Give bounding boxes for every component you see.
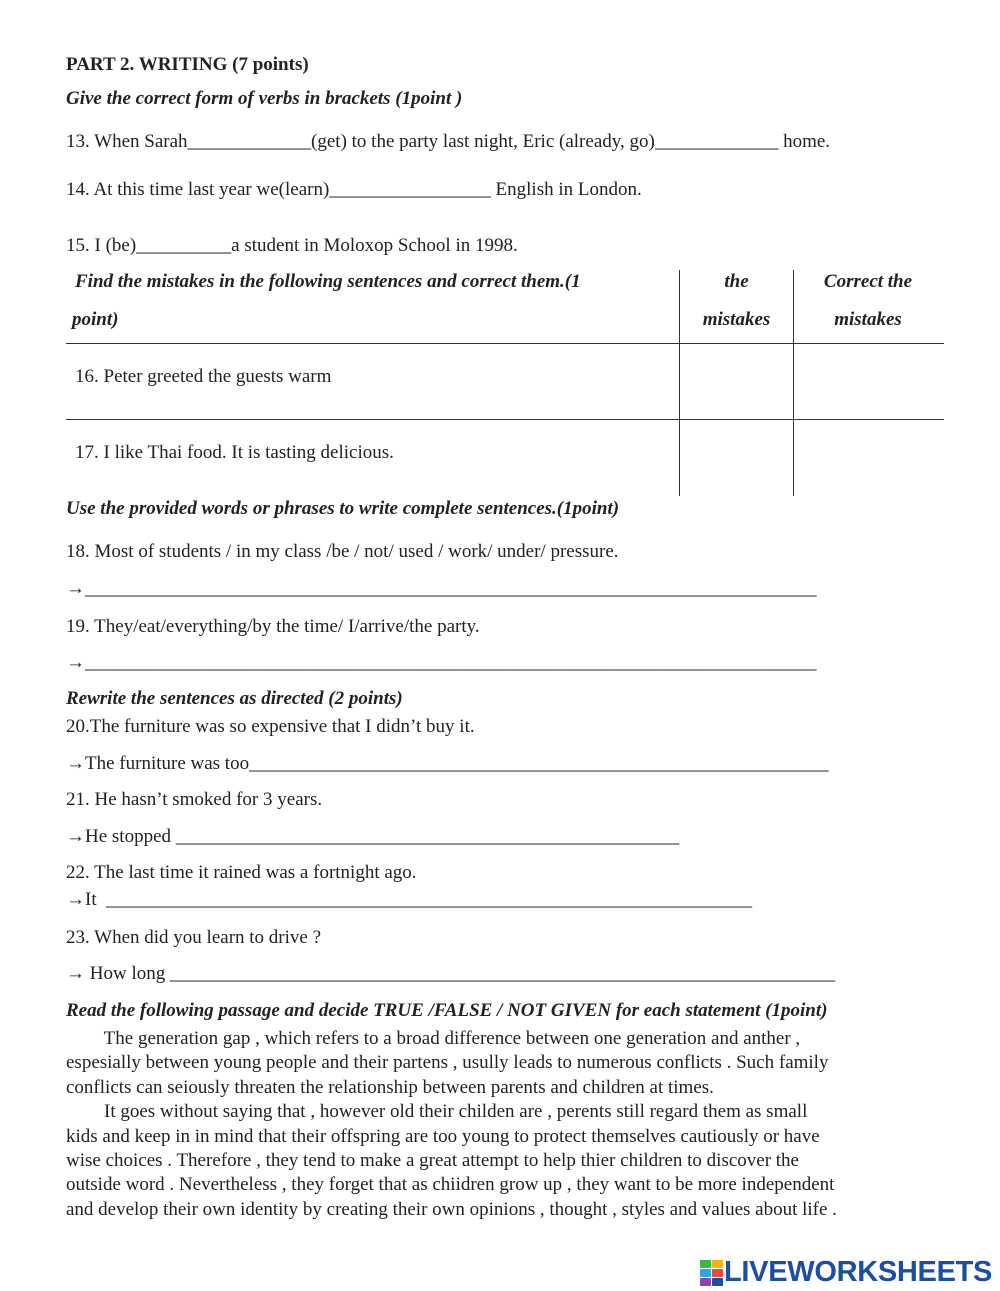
- passage-line: wise choices . Therefore , they tend to make a great attempt to help thier children to discover the: [66, 1150, 799, 1172]
- instruction-complete-sentences: Use the provided words or phrases to write complete sentences.(1point): [66, 498, 620, 519]
- instruction-verb-forms: Give the correct form of verbs in brackets (1point ): [66, 88, 463, 109]
- answer-line-21[interactable]: →He stopped _____________________________________________________: [66, 826, 680, 847]
- passage-line: kids and keep in in mind that their offspring are too young to protect themselves cautiously or have: [66, 1125, 820, 1147]
- passage-line: It goes without saying that , however old their childen are , perents still regard them as small: [66, 1101, 808, 1123]
- liveworksheets-wordmark: LIVEWORKSHEETS: [724, 1256, 993, 1288]
- column-header-correct-line2: mistakes: [834, 309, 902, 330]
- table-divider: [66, 419, 944, 420]
- part-title: PART 2. WRITING (7 points): [66, 54, 309, 75]
- column-header-mistakes-line1: the: [724, 271, 749, 292]
- passage-line: conflicts can seiously threaten the relationship between parents and children at times.: [66, 1076, 714, 1098]
- instruction-find-mistakes-line2: point): [72, 309, 119, 330]
- table-divider: [679, 270, 680, 496]
- question-20: 20.The furniture was so expensive that I didn’t buy it.: [66, 716, 475, 737]
- question-21: 21. He hasn’t smoked for 3 years.: [66, 789, 323, 810]
- passage-line: The generation gap , which refers to a broad difference between one generation and anther ,: [66, 1028, 801, 1049]
- answer-line-18[interactable]: →_____________________________________________________________________________: [66, 578, 817, 599]
- instruction-find-mistakes-line1: Find the mistakes in the following sentences and correct them.(1: [75, 271, 581, 292]
- table-divider: [66, 343, 944, 344]
- answer-line-22[interactable]: →It ____________________________________________________________________: [66, 889, 753, 910]
- question-17: 17. I like Thai food. It is tasting delicious.: [75, 442, 394, 463]
- reading-passage: [66, 1027, 946, 1222]
- instruction-true-false: Read the following passage and decide TRUE /FALSE / NOT GIVEN for each statement (1point): [66, 1000, 828, 1021]
- question-22: 22. The last time it rained was a fortnight ago.: [66, 862, 417, 883]
- table-divider: [793, 270, 794, 496]
- answer-line-23[interactable]: → How long ______________________________________________________________________: [66, 963, 835, 984]
- passage-line: outside word . Nevertheless , they forget that as chiidren grow up , they want to be more independent: [66, 1174, 835, 1196]
- answer-line-19[interactable]: →_____________________________________________________________________________: [66, 652, 817, 673]
- liveworksheets-logo-icon: [700, 1260, 724, 1286]
- answer-line-20[interactable]: →The furniture was too_____________________________________________________________: [66, 753, 829, 774]
- liveworksheets-logo: [700, 1256, 992, 1289]
- column-header-mistakes-line2: mistakes: [702, 309, 771, 330]
- question-19: 19. They/eat/everything/by the time/ I/arrive/the party.: [66, 616, 480, 637]
- question-13: 13. When Sarah_____________(get) to the party last night, Eric (already, go)_____________ home.: [66, 131, 831, 152]
- instruction-rewrite: Rewrite the sentences as directed (2 points): [66, 688, 403, 709]
- column-header-correct-line1: Correct the: [823, 271, 913, 292]
- passage-line: and develop their own identity by creating their own opinions , thought , styles and values about life .: [66, 1198, 837, 1220]
- question-15: 15. I (be)__________a student in Moloxop School in 1998.: [66, 235, 518, 256]
- question-18: 18. Most of students / in my class /be / not/ used / work/ under/ pressure.: [66, 541, 619, 562]
- passage-line: espesially between young people and their partens , usully leads to numerous conflicts . Such family: [66, 1052, 829, 1074]
- question-23: 23. When did you learn to drive ?: [66, 927, 322, 948]
- question-16: 16. Peter greeted the guests warm: [75, 366, 332, 387]
- question-14: 14. At this time last year we(learn)_________________ English in London.: [66, 179, 642, 200]
